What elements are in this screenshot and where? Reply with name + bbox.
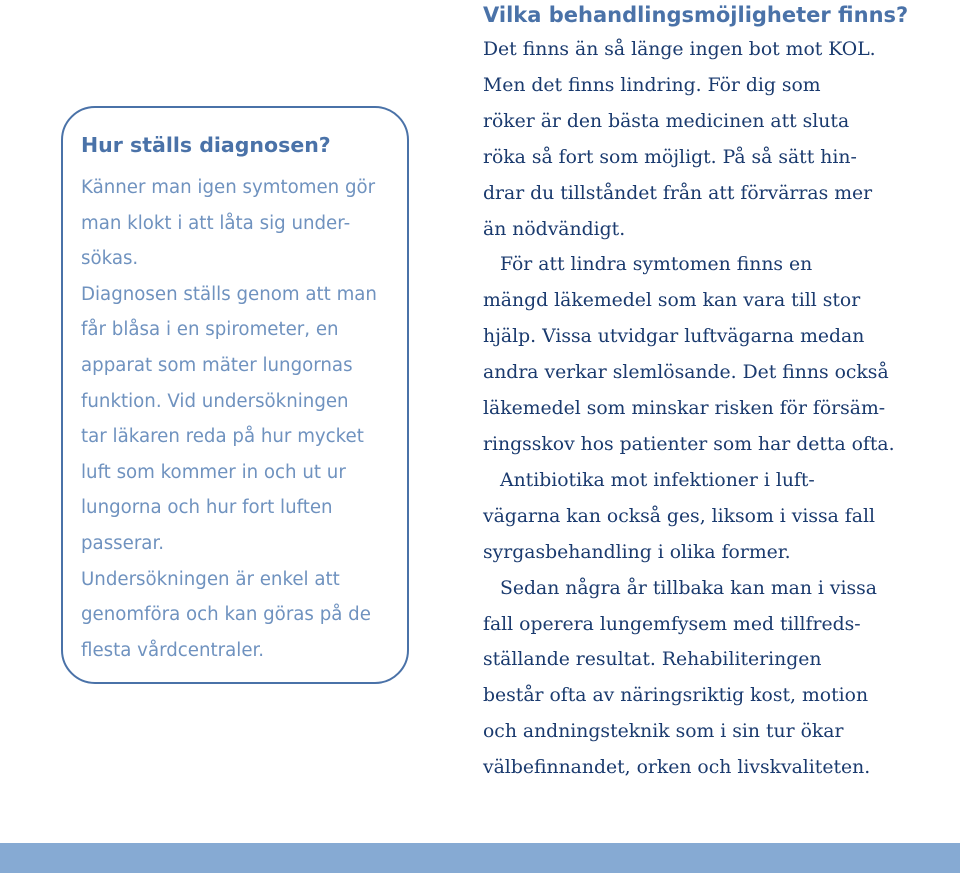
body-line: välbefinnandet, orken och livskvaliteten. <box>483 757 871 779</box>
sidebar-line: genomföra och kan göras på de <box>81 604 371 626</box>
body-line: andra verkar slemlösande. Det finns också <box>483 362 889 384</box>
body-line: syrgasbehandling i olika former. <box>483 541 791 563</box>
body-line: läkemedel som minskar risken för försäm- <box>483 398 886 420</box>
sidebar-line: luft som kommer in och ut ur <box>81 461 346 483</box>
sidebar-line: Undersökningen är enkel att <box>81 568 340 590</box>
sidebar-line: passerar. <box>81 532 165 554</box>
footer-band <box>0 843 960 873</box>
sidebar-line: sökas. <box>81 248 139 270</box>
body-line: hjälp. Vissa utvidgar luftvägarna medan <box>483 326 865 348</box>
body-line: röka så fort som möjligt. På så sätt hin- <box>483 146 857 168</box>
body-line: och andningsteknik som i sin tur ökar <box>483 721 844 743</box>
sidebar-line: får blåsa i en spirometer, en <box>81 319 339 341</box>
body-line: Sedan några år tillbaka kan man i vissa <box>500 577 877 599</box>
body-line: än nödvändigt. <box>483 218 626 240</box>
body-line: vägarna kan också ges, liksom i vissa fall <box>483 505 875 527</box>
sidebar-line: Känner man igen symtomen gör <box>81 177 376 198</box>
body-line: drar du tillståndet från att förvärras mer <box>483 182 873 204</box>
body-line: Men det finns lindring. För dig som <box>483 74 821 96</box>
body-line: mängd läkemedel som kan vara till stor <box>483 290 861 312</box>
main-text <box>483 32 895 786</box>
sidebar-line: tar läkaren reda på hur mycket <box>81 426 364 448</box>
body-line: Antibiotika mot infektioner i luft- <box>500 469 815 491</box>
sidebar-line: lungorna och hur fort luften <box>81 497 333 519</box>
sidebar-line: flesta vårdcentraler. <box>81 639 265 661</box>
sidebar-line: Diagnosen ställs genom att man <box>81 283 377 305</box>
main-heading: Vilka behandlingsmöjligheter finns? <box>483 3 909 27</box>
body-line: ställande resultat. Rehabiliteringen <box>483 649 822 671</box>
body-line: Det finns än så länge ingen bot mot KOL. <box>483 39 876 60</box>
sidebar-line: man klokt i att låta sig under- <box>81 212 351 234</box>
body-line: fall operera lungemfysem med tillfreds- <box>483 613 861 635</box>
body-line: består ofta av näringsriktig kost, motion <box>483 685 869 707</box>
body-line: röker är den bästa medicinen att sluta <box>483 110 850 132</box>
sidebar-heading: Hur ställs diagnosen? <box>81 133 331 157</box>
body-line: För att lindra symtomen finns en <box>500 254 813 276</box>
body-line: ringsskov hos patienter som har detta ofta. <box>483 433 895 455</box>
sidebar-line: funktion. Vid undersökningen <box>81 390 349 412</box>
sidebar-line: apparat som mäter lungornas <box>81 354 353 376</box>
sidebar-text <box>81 170 377 668</box>
